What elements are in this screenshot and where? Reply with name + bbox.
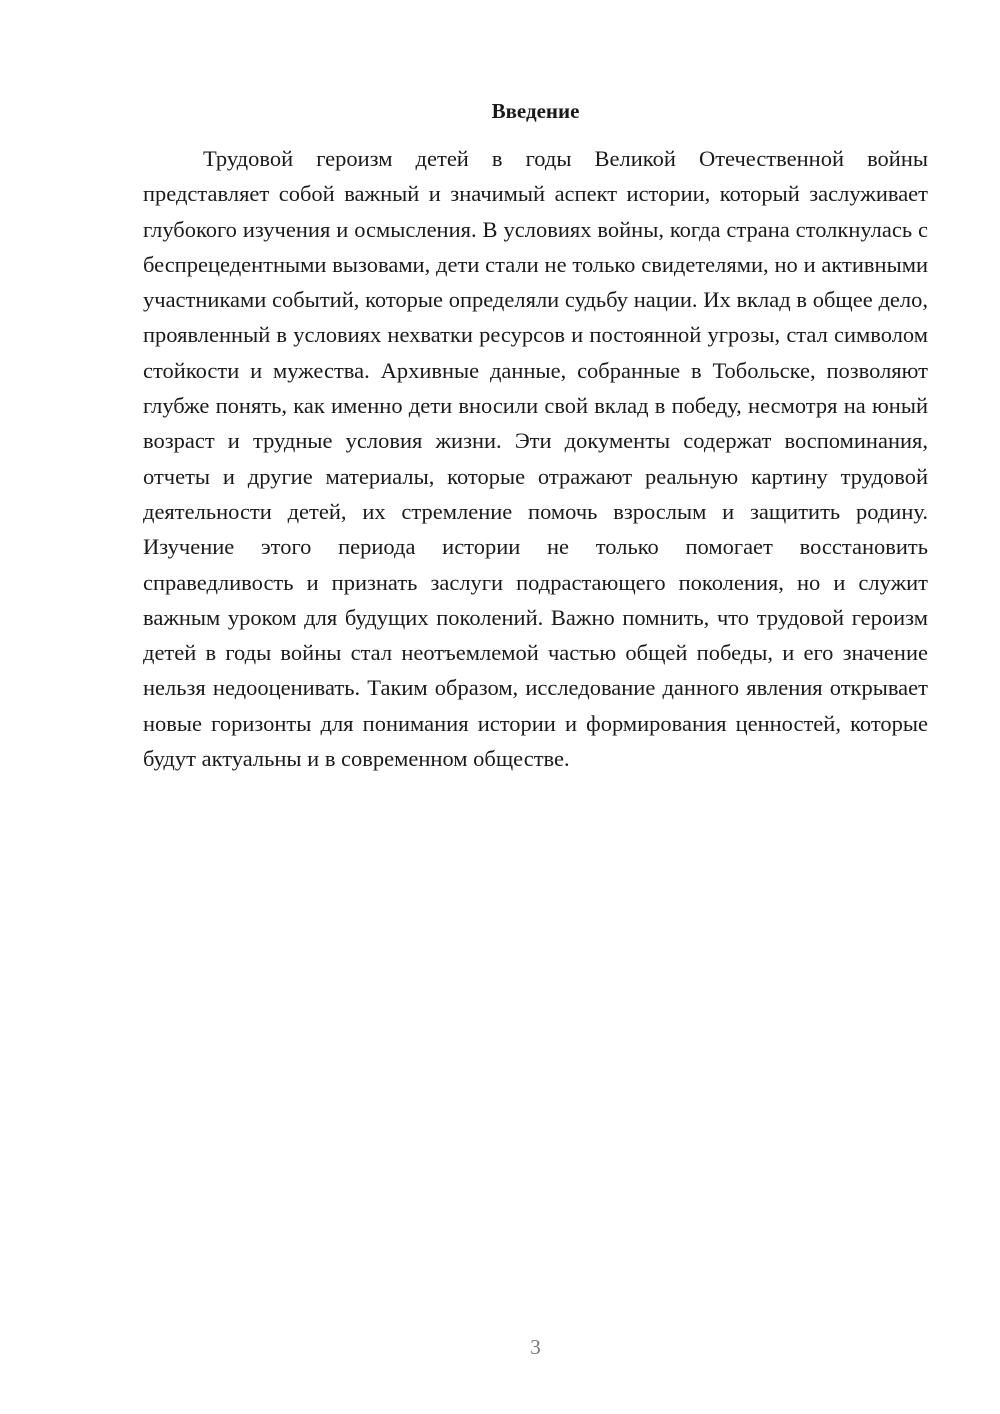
section-heading: Введение <box>491 99 580 123</box>
intro-paragraph: Трудовой героизм детей в годы Великой Отечественной войны представляет собой важный и значимый аспект истории, который заслуживает глубокого изучения и осмысления. В условиях войны, когда страна столкнулась с беспрецедентными вызовами, дети стали не только свидетелями, но и активными участниками событий, которые определяли судьбу нации. Их вклад в общее дело, проявленный в условиях нехватки ресурсов и постоянной угрозы, стал символом стойкости и мужества. Архивные данные, собранные в Тобольске, позволяют глубже понять, как именно дети вносили свой вклад в победу, несмотря на юный возраст и трудные условия жизни. Эти документы содержат воспоминания, отчеты и другие материалы, которые отражают реальную картину трудовой деятельности детей, их стремление помочь взрослым и защитить родину. Изучение этого периода истории не только помогает восстановить справедливость и признать заслуги подрастающего поколения, но и служит важным уроком для будущих поколений. Важно помнить, что трудовой героизм детей в годы войны стал неотъемлемой частью общей победы, и его значение нельзя недооценивать. Таким образом, исследование данного явления открывает новые горизонты для понимания истории и формирования ценностей, которые будут актуальны и в современном обществе. <box>143 146 928 772</box>
page-number: 3 <box>530 1335 541 1359</box>
